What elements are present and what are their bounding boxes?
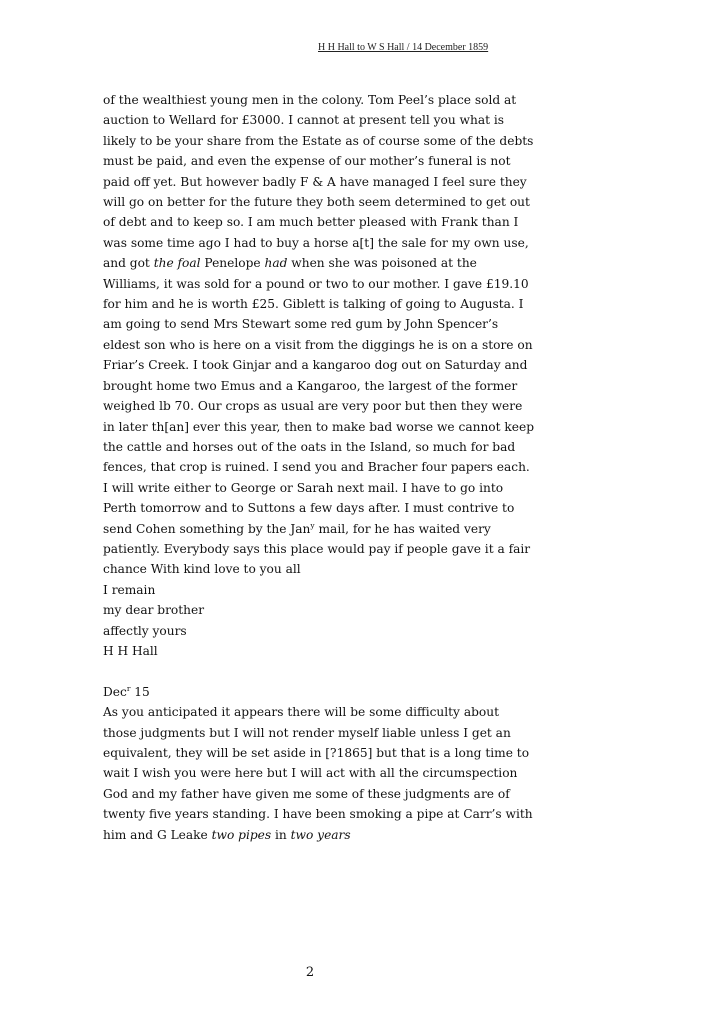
letter-body: [103, 90, 533, 845]
text-line: God and my father have given me some of these judgments are of: [103, 786, 510, 801]
text-line: twenty five years standing. I have been smoking a pipe at Carr’s with: [103, 807, 533, 822]
text-run: him and G Leake: [103, 827, 212, 842]
text-line: equivalent, they will be set aside in [?1865] but that is a long time to: [103, 745, 530, 760]
text-line: paid off yet. But however badly F & A have managed I feel sure they: [103, 174, 527, 189]
italic-run: two pipes: [211, 827, 272, 842]
superscript: y: [310, 520, 315, 530]
text-line: for him and he is worth £25. Giblett is talking of going to Augusta. I: [103, 297, 524, 312]
text-line: Perth tomorrow and to Suttons a few days after. I must contrive to: [103, 501, 515, 516]
italic-run: two years: [290, 827, 351, 842]
text-line: [103, 825, 533, 845]
text-line: I will write either to George or Sarah next mail. I have to go into: [103, 480, 504, 495]
text-line: weighed lb 70. Our crops as usual are very poor but then they were: [103, 399, 523, 414]
paragraph-gap: [103, 661, 533, 681]
text-line: patiently. Everybody says this place would pay if people gave it a fair: [103, 541, 531, 556]
text-line: [103, 253, 533, 273]
text-line: Williams, it was sold for a pound or two to our mother. I gave £19.10: [103, 276, 529, 291]
running-header: H H Hall to W S Hall / 14 December 1859: [318, 42, 489, 53]
text-line: As you anticipated it appears there will be some difficulty about: [103, 705, 499, 720]
text-run: 15: [130, 684, 150, 699]
text-line: in later th[an] ever this year, then to make bad worse we cannot keep: [103, 419, 535, 434]
text-run: when she was poisoned at the: [287, 256, 477, 271]
text-run: and got: [103, 256, 154, 271]
text-line: chance With kind love to you all: [103, 562, 301, 577]
superscript: r: [126, 683, 131, 693]
text-run: send Cohen something by the Jan: [103, 521, 311, 536]
closing-line: I remain: [103, 582, 156, 597]
text-run: Penelope: [200, 256, 265, 271]
text-line: eldest son who is here on a visit from the diggings he is on a store on: [103, 337, 533, 352]
page-number: 2: [305, 965, 315, 980]
text-line: auction to Wellard for £3000. I cannot at present tell you what is: [103, 113, 505, 128]
text-line: am going to send Mrs Stewart some red gum by John Spencer’s: [103, 317, 499, 332]
text-run: Dec: [103, 684, 127, 699]
italic-run: the foal: [153, 256, 201, 271]
closing-line: my dear brother: [103, 603, 205, 618]
text-line: was some time ago I had to buy a horse a[t] the sale for my own use,: [103, 235, 529, 250]
signature: H H Hall: [103, 643, 158, 658]
text-line: likely to be your share from the Estate as of course some of the debts: [103, 133, 534, 148]
postscript-date: [103, 682, 533, 702]
text-line: Friar’s Creek. I took Ginjar and a kangaroo dog out on Saturday and: [103, 358, 528, 373]
text-line: fences, that crop is ruined. I send you and Bracher four papers each.: [103, 460, 530, 475]
text-line: the cattle and horses out of the oats in the Island, so much for bad: [103, 439, 516, 454]
text-line: of debt and to keep so. I am much better pleased with Frank than I: [103, 215, 519, 230]
italic-run: had: [264, 256, 288, 271]
text-line: those judgments but I will not render myself liable unless I get an: [103, 725, 511, 740]
text-line: brought home two Emus and a Kangaroo, the largest of the former: [103, 378, 518, 393]
text-line: will go on better for the future they both seem determined to get out: [103, 195, 530, 210]
text-line: [103, 519, 533, 539]
closing-line: affectly yours: [103, 623, 187, 638]
text-run: mail, for he has waited very: [314, 521, 491, 536]
text-line: must be paid, and even the expense of our mother’s funeral is not: [103, 154, 511, 169]
text-line: of the wealthiest young men in the colony. Tom Peel’s place sold at: [103, 93, 517, 107]
text-run: in: [271, 827, 291, 842]
text-line: wait I wish you were here but I will act with all the circumspection: [103, 766, 518, 781]
